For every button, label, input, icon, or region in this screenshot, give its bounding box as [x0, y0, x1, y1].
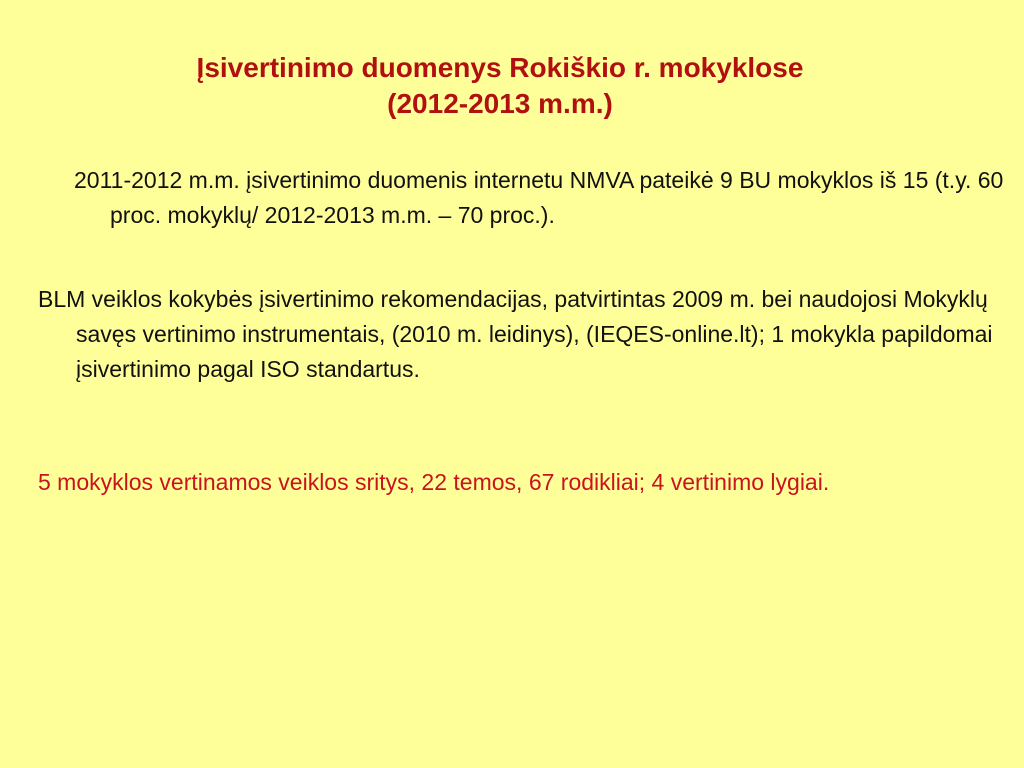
paragraph-submission-stats: 2011-2012 m.m. įsivertinimo duomenis internetu NMVA pateikė 9 BU mokyklos iš 15 (t.y. 60 proc. mokyklų/ 2012-2013 m.m. – 70 proc.).: [74, 167, 1004, 228]
slide-title-line-1: Įsivertinimo duomenys Rokiškio r. mokyklose: [196, 52, 804, 83]
paragraph-recommendations: BLM veiklos kokybės įsivertinimo rekomendacijas, patvirtintas 2009 m. bei naudojosi Mokyklų savęs vertinimo instrumentais, (2010 m. leidinys), (IEQES-online.lt); 1 mokykla papildomai įsivertinimo pagal ISO standartus.: [38, 286, 993, 382]
slide-title: [0, 50, 1000, 122]
slide-title-line-2: (2012-2013 m.m.): [387, 88, 613, 119]
paragraph-evaluation-areas: 5 mokyklos vertinamos veiklos sritys, 22 temos, 67 rodikliai; 4 vertinimo lygiai.: [38, 469, 830, 495]
